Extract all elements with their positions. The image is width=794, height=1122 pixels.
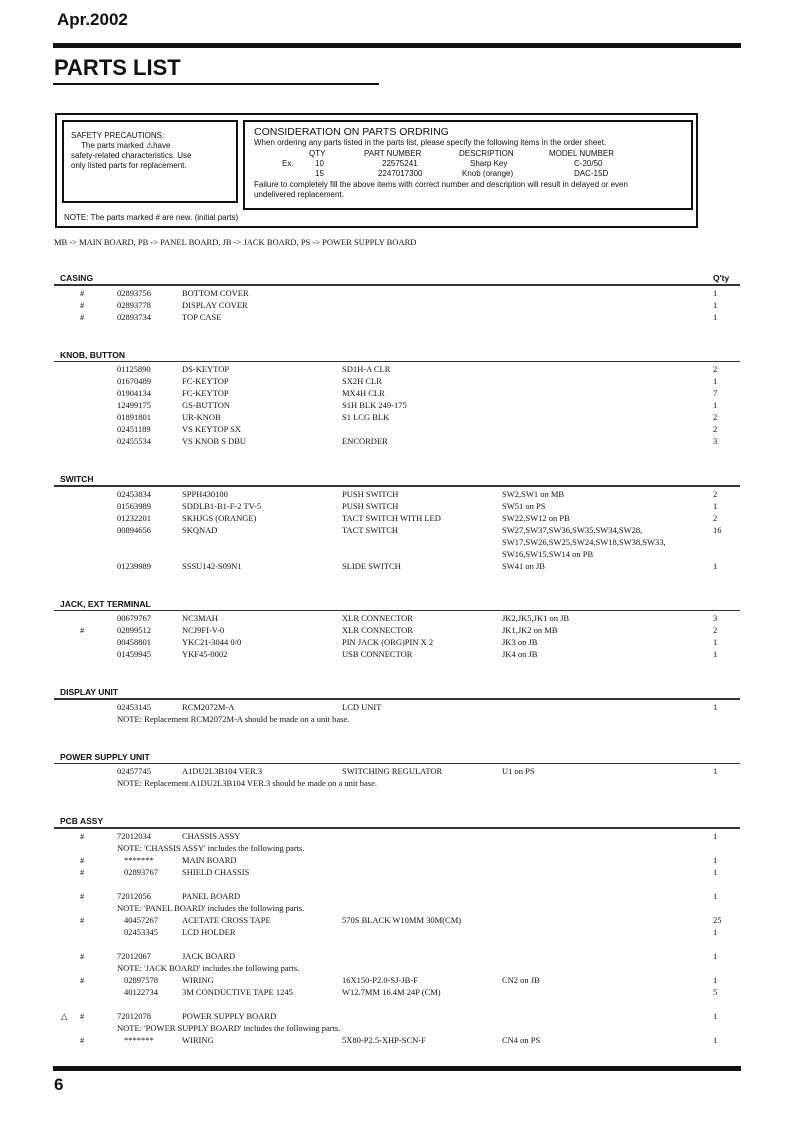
part-description: 570S BLACK W10MM 30M(CM) (342, 914, 462, 925)
qty-header: Q'ty (713, 273, 730, 283)
part-row (0, 648, 794, 660)
part-quantity: 1 (713, 974, 718, 985)
warning-triangle-icon: ⚠ (145, 141, 154, 150)
part-number: 02899512 (117, 625, 151, 635)
part-number: 01232201 (117, 512, 151, 523)
blank-line (0, 938, 794, 950)
note-text: NOTE: Replacement A1DU2L3B104 VER.3 should be made on a unit base. (117, 778, 377, 788)
new-part-mark: # (80, 914, 85, 925)
part-number: 00458801 (117, 637, 151, 647)
note-row (0, 777, 794, 789)
new-part-mark: # (80, 1034, 85, 1045)
part-row (0, 548, 794, 560)
new-part-mark: # (80, 950, 85, 961)
part-quantity: 1 (713, 311, 718, 322)
part-quantity: 1 (713, 950, 718, 961)
part-number: 02453145 (117, 701, 151, 712)
page-number: 6 (54, 1075, 64, 1094)
note-row (0, 962, 794, 974)
safety-title: SAFETY PRECAUTIONS: (71, 131, 165, 140)
part-name: POWER SUPPLY BOARD (182, 1010, 277, 1021)
part-quantity: 25 (713, 914, 722, 925)
part-location: JK1,JK2 on MB (502, 625, 558, 635)
part-quantity: 1 (713, 649, 718, 659)
part-description: W12.7MM 16.4M 24P (CM) (342, 986, 441, 997)
part-name: JACK BOARD (182, 950, 236, 961)
note-text: NOTE: 'JACK BOARD' includes the following parts. (117, 962, 300, 973)
part-description: S1 LCG BLK (342, 412, 390, 422)
part-row (0, 974, 794, 986)
part-quantity: 1 (713, 1034, 718, 1045)
part-quantity: 1 (713, 854, 718, 865)
part-quantity: 1 (713, 1010, 718, 1021)
part-quantity: 2 (713, 412, 718, 422)
part-location: JK3 on JB (502, 637, 538, 647)
part-name: SKHJGS (ORANGE) (182, 512, 257, 523)
new-part-mark: # (80, 866, 85, 877)
cell: 2247017300 (378, 168, 423, 178)
part-name: TOP CASE (182, 311, 222, 322)
part-quantity: 2 (713, 512, 718, 523)
part-quantity: 1 (713, 866, 718, 877)
part-number: 40457267 (124, 914, 158, 925)
part-location: U1 on PS (502, 766, 535, 776)
section-spacer (0, 660, 794, 686)
new-part-mark: # (80, 890, 85, 901)
part-name: CHASSIS ASSY (182, 830, 241, 841)
part-location: CN2 on JB (502, 974, 540, 985)
section-casing (0, 272, 794, 323)
part-description: MX4H CLR (342, 388, 385, 398)
part-row (0, 830, 794, 842)
part-name: DS-KEYTOP (182, 364, 230, 374)
part-quantity: 1 (713, 500, 718, 511)
part-row (0, 387, 794, 399)
new-part-mark: # (80, 854, 85, 865)
part-quantity: 2 (713, 424, 718, 434)
blank-line (0, 878, 794, 890)
new-parts-note: NOTE: The parts marked # are new. (initial parts) (64, 213, 239, 222)
section-knob-button (0, 349, 794, 448)
section-header (0, 686, 794, 698)
part-row (0, 423, 794, 435)
part-quantity: 1 (713, 560, 718, 571)
part-name: NCJ9FI-V-0 (182, 625, 225, 635)
part-name: RCM2072M-A (182, 701, 235, 712)
section-header (0, 815, 794, 827)
section-spacer (0, 572, 794, 598)
part-number: 01459945 (117, 649, 151, 659)
part-name: SDDLB1-B1-F-2 TV-5 (182, 500, 262, 511)
part-number: ******* (124, 1034, 154, 1045)
part-name: MAIN BOARD (182, 854, 237, 865)
section-display-unit (0, 686, 794, 725)
part-number: 02453345 (124, 926, 158, 937)
section-title: DISPLAY UNIT (60, 687, 119, 697)
new-part-mark: # (80, 1010, 85, 1021)
part-row (0, 287, 794, 299)
part-number: 01670489 (117, 376, 151, 386)
part-number: 01563989 (117, 500, 151, 511)
part-name: A1DU2L3B104 VER.3 (182, 766, 263, 776)
part-name: UR-KNOB (182, 412, 221, 422)
part-quantity: 1 (713, 890, 718, 901)
section-rule (54, 485, 740, 487)
part-number: 72012056 (117, 890, 151, 901)
col-header: PART NUMBER (364, 148, 422, 158)
part-name: BOTTOM COVER (182, 287, 249, 298)
section-header (0, 473, 794, 485)
part-location: SW51 on PS (502, 500, 546, 511)
part-row (0, 536, 794, 548)
part-name: VS KNOB S DBU (182, 436, 246, 446)
cell: 15 (315, 168, 324, 178)
safety-precautions-box (62, 120, 238, 203)
part-location: SW41 on JB (502, 560, 545, 571)
note-text: NOTE: Replacement RCM2072M-A should be made on a unit base. (117, 713, 350, 724)
part-quantity: 1 (713, 637, 718, 647)
document-date: Apr.2002 (57, 10, 128, 29)
part-name: YKF45-0002 (182, 649, 228, 659)
warning-triangle-icon: △ (61, 1010, 68, 1021)
safety-text: safety-related characteristics. Use (71, 151, 192, 160)
part-description: SX2H CLR (342, 376, 382, 386)
section-power-supply-unit (0, 751, 794, 790)
section-header (0, 598, 794, 610)
part-row (0, 890, 794, 902)
part-number: 00894656 (117, 524, 151, 535)
part-location: SW27,SW37,SW36,SW35,SW34,SW28, (502, 524, 643, 535)
part-row (0, 375, 794, 387)
part-row (0, 1034, 794, 1046)
part-row (0, 488, 794, 500)
safety-text: only listed parts for replacement. (71, 161, 187, 170)
section-pcb-assy (0, 815, 794, 1046)
part-row (0, 701, 794, 713)
part-description: TACT SWITCH (342, 524, 399, 535)
page-title: PARTS LIST (54, 55, 181, 80)
part-row (0, 500, 794, 512)
part-description: USB CONNECTOR (342, 649, 413, 659)
part-row (0, 560, 794, 572)
part-location: SW2,SW1 on MB (502, 488, 565, 499)
section-rule (54, 827, 740, 829)
section-spacer (0, 789, 794, 815)
top-rule (53, 43, 741, 48)
part-quantity: 16 (713, 524, 722, 535)
board-abbreviations: MB -> MAIN BOARD, PB -> PANEL BOARD, JB -> JACK BOARD, PS -> POWER SUPPLY BOARD (54, 237, 417, 247)
part-number: 02455534 (117, 436, 151, 446)
note-text: NOTE: 'POWER SUPPLY BOARD' includes the following parts. (117, 1022, 341, 1033)
blank-line (0, 998, 794, 1010)
part-quantity: 1 (713, 926, 718, 937)
new-part-mark: # (80, 287, 85, 298)
note-row (0, 1022, 794, 1034)
title-underline (53, 83, 379, 85)
part-description: PUSH SWITCH (342, 500, 399, 511)
part-quantity: 7 (713, 388, 718, 398)
cell: Sharp Key (470, 158, 508, 168)
col-header: MODEL NUMBER (549, 148, 615, 158)
consideration-title: CONSIDERATION ON PARTS ORDRING (254, 126, 449, 138)
part-quantity: 2 (713, 625, 718, 635)
part-description: LCD UNIT (342, 701, 382, 712)
part-quantity: 1 (713, 287, 718, 298)
part-row (0, 363, 794, 375)
ex-label: Ex. (282, 158, 294, 168)
part-name: SSSU142-S09N1 (182, 560, 242, 571)
part-number: 72012078 (117, 1010, 151, 1021)
ordering-consideration-box (243, 120, 693, 210)
part-quantity: 3 (713, 436, 718, 446)
section-rule (54, 610, 740, 612)
note-text: NOTE: 'PANEL BOARD' includes the following parts. (117, 902, 305, 913)
section-header (0, 272, 794, 284)
failure-text: undelivered replacement. (254, 190, 344, 199)
new-part-mark: # (80, 625, 85, 635)
part-name: 3M CONDUCTIVE TAPE 1245 (182, 986, 293, 997)
part-number: 02893767 (124, 866, 158, 877)
part-location: SW16,SW15,SW14 on PB (502, 548, 594, 559)
parts-list (0, 272, 794, 1046)
section-spacer (0, 323, 794, 349)
cell: DAC-15D (574, 168, 609, 178)
part-name: WIRING (182, 974, 214, 985)
part-description: XLR CONNECTOR (342, 625, 413, 635)
part-number: 02897578 (124, 974, 158, 985)
part-number: 02893734 (117, 311, 151, 322)
part-number: 40122734 (124, 986, 158, 997)
note-row (0, 713, 794, 725)
part-row (0, 299, 794, 311)
part-number: 02893756 (117, 287, 151, 298)
part-row (0, 624, 794, 636)
section-rule (54, 284, 740, 286)
cell: 22575241 (382, 158, 418, 168)
section-title: JACK, EXT TERMINAL (60, 598, 151, 609)
part-row (0, 926, 794, 938)
part-row (0, 311, 794, 323)
section-header (0, 751, 794, 763)
part-row (0, 866, 794, 878)
part-quantity: 1 (713, 299, 718, 310)
safety-text: have (153, 141, 171, 150)
section-title: PCB ASSY (60, 816, 104, 826)
consideration-intro: When ordering any parts listed in the parts list, please specify the following items in the order sheet. (254, 138, 607, 147)
part-name: SPPH430100 (182, 488, 228, 499)
part-row (0, 612, 794, 624)
part-location: SW17,SW26,SW25,SW24,SW18,SW38,SW33, (502, 536, 666, 547)
part-description: SWITCHING REGULATOR (342, 766, 443, 776)
section-rule (54, 763, 740, 765)
part-row (0, 512, 794, 524)
part-location: SW22,SW12 on PB (502, 512, 570, 523)
part-quantity: 1 (713, 701, 718, 712)
part-row (0, 411, 794, 423)
part-description: SLIDE SWITCH (342, 560, 401, 571)
safety-text: The parts marked (81, 141, 144, 150)
part-number: 01125890 (117, 364, 151, 374)
part-number: 02451189 (117, 424, 151, 434)
new-part-mark: # (80, 830, 85, 841)
part-number: 01891801 (117, 412, 151, 422)
part-name: ACETATE CROSS TAPE (182, 914, 271, 925)
part-name: VS KEYTOP SX (182, 424, 242, 434)
new-part-mark: # (80, 311, 85, 322)
failure-text: Failure to completely fill the above items with correct number and description will result in delayed or even (254, 179, 628, 189)
part-row (0, 399, 794, 411)
col-header: DESCRIPTION (459, 148, 514, 158)
part-row (0, 950, 794, 962)
part-row (0, 914, 794, 926)
part-description: TACT SWITCH WITH LED (342, 512, 441, 523)
part-row (0, 765, 794, 777)
section-title: KNOB, BUTTON (60, 349, 126, 360)
part-location: JK4 on JB (502, 649, 538, 659)
new-part-mark: # (80, 974, 85, 985)
part-row (0, 1010, 794, 1022)
note-text: NOTE: 'CHASSIS ASSY' includes the following parts. (117, 842, 305, 853)
part-row (0, 435, 794, 447)
part-number: 02453834 (117, 488, 151, 499)
part-description: S1H BLK 249-175 (342, 400, 407, 410)
new-part-mark: # (80, 299, 85, 310)
part-quantity: 1 (713, 766, 718, 776)
cell: Knob (orange) (462, 168, 514, 178)
section-jack-ext-terminal (0, 598, 794, 661)
cell: 10 (315, 158, 324, 168)
section-title: SWITCH (60, 474, 94, 484)
part-description: PIN JACK (ORG)PIN X 2 (342, 637, 434, 647)
part-description: ENCORDER (342, 436, 388, 446)
cell: C-20/50 (574, 158, 603, 168)
part-number: 72012067 (117, 950, 151, 961)
part-name: LCD HOLDER (182, 926, 236, 937)
bottom-rule (53, 1066, 741, 1071)
part-number: 00679767 (117, 613, 151, 623)
note-row (0, 842, 794, 854)
part-number: 01904134 (117, 388, 151, 398)
part-number: 01239989 (117, 560, 151, 571)
section-rule (54, 698, 740, 700)
part-description: SD1H-A CLR (342, 364, 391, 374)
part-row (0, 636, 794, 648)
part-name: GS-BUTTON (182, 400, 231, 410)
part-row (0, 524, 794, 536)
part-name: DISPLAY COVER (182, 299, 248, 310)
section-switch (0, 473, 794, 572)
section-rule (54, 361, 740, 363)
part-name: SHIELD CHASSIS (182, 866, 250, 877)
part-row (0, 986, 794, 998)
part-quantity: 5 (713, 986, 718, 997)
section-title: POWER SUPPLY UNIT (60, 751, 150, 762)
part-location: CN4 on PS (502, 1034, 541, 1045)
note-row (0, 902, 794, 914)
section-spacer (0, 447, 794, 473)
section-header (0, 349, 794, 361)
part-quantity: 3 (713, 613, 718, 623)
part-name: SKQNAD (182, 524, 218, 535)
part-number: 72012034 (117, 830, 151, 841)
part-quantity: 2 (713, 488, 718, 499)
part-name: PANEL BOARD (182, 890, 241, 901)
col-header: QTY (309, 148, 326, 158)
part-name: WIRING (182, 1034, 214, 1045)
part-number: 02457745 (117, 766, 151, 776)
section-title: CASING (60, 273, 94, 283)
part-number: 12499175 (117, 400, 151, 410)
part-number: 02893778 (117, 299, 151, 310)
part-quantity: 1 (713, 400, 718, 410)
part-location: JK2,JK5,JK1 on JB (502, 613, 570, 623)
part-quantity: 1 (713, 376, 718, 386)
part-number: ******* (124, 854, 154, 865)
part-name: FC-KEYTOP (182, 388, 229, 398)
section-spacer (0, 725, 794, 751)
part-row (0, 854, 794, 866)
part-description: 16X150-P2.0-SJ-JB-F (342, 974, 418, 985)
part-description: PUSH SWITCH (342, 488, 399, 499)
part-name: YKC21-3044 0/0 (182, 637, 242, 647)
part-quantity: 2 (713, 364, 718, 374)
part-name: FC-KEYTOP (182, 376, 229, 386)
part-description: 5X80-P2.5-XHP-SCN-F (342, 1034, 426, 1045)
part-quantity: 1 (713, 830, 718, 841)
example-table (254, 149, 691, 180)
part-description: XLR CONNECTOR (342, 613, 413, 623)
part-name: NC3MAH (182, 613, 218, 623)
